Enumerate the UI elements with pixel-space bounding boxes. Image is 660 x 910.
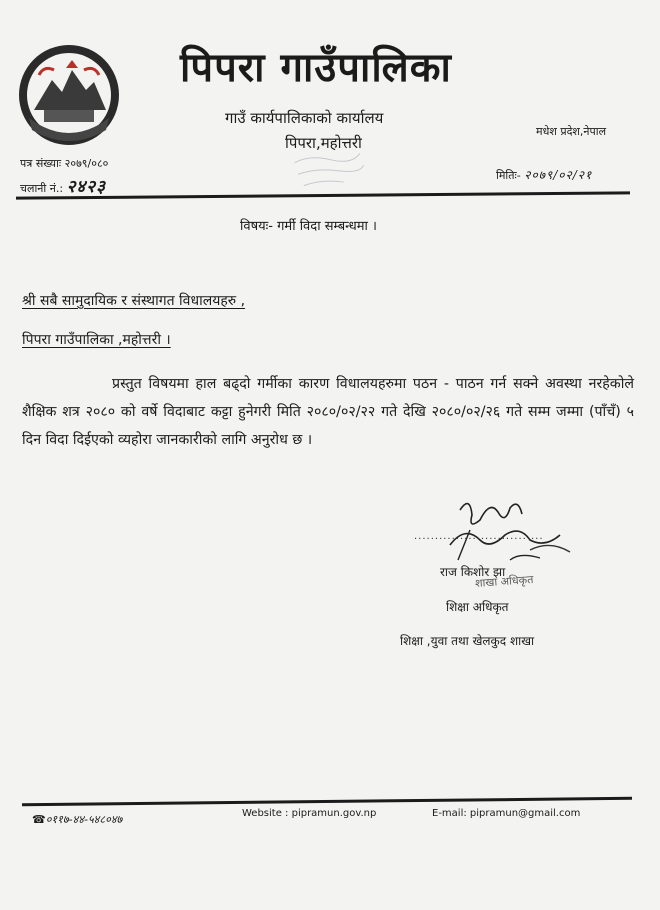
- recipient-line-1: श्री सबै सामुदायिक र संस्थागत विधालयहरु ,: [22, 293, 246, 309]
- date-label: मितिः-: [496, 169, 521, 182]
- footer-phone: ☎०११७-४४-५४८०४७: [32, 813, 123, 826]
- footer-website: Website : pipramun.gov.np: [242, 808, 377, 819]
- date-line: [496, 166, 592, 183]
- footer-email: E-mail: pipramun@gmail.com: [432, 808, 581, 819]
- recipient-line-2: पिपरा गाउँपालिका ,महोत्तरी ।: [22, 332, 171, 348]
- office-address: पिपरा,महोत्तरी: [285, 134, 362, 152]
- nepal-emblem-icon: [14, 40, 124, 150]
- signatory-department: शिक्षा ,युवा तथा खेलकुद शाखा: [400, 634, 535, 648]
- letter-body: प्रस्तुत विषयमा हाल बढ्दो गर्मीका कारण विधालयहरुमा पठन - पाठन गर्न सक्ने अवस्था नरहेकोले शैक्षिक शत्र २०८० को वर्षे विदाबाट कट्टा हुनेगरी मिति २०८०/०२/२२ गते देखि २०८०/०२/२६ गते सम्म जम्मा (पाँचँ) ५ दिन विदा दिईएको व्यहोरा जानकारीको लागि अनुरोध छ ।: [22, 376, 634, 448]
- signature-line: ...............................: [414, 531, 544, 542]
- reference-line: [20, 156, 108, 171]
- province-label: मधेश प्रदेश,नेपाल: [536, 125, 607, 138]
- stamp-post-text: शाखा अधिकृत: [474, 572, 534, 591]
- office-name: गाउँ कार्यपालिकाको कार्यालय: [225, 109, 384, 127]
- signatory-post: शिक्षा अधिकृत: [446, 600, 509, 614]
- letter-subject: विषयः- गर्मी विदा सम्बन्धमा ।: [240, 219, 377, 234]
- municipality-title: पिपरा गाउँपालिका: [180, 45, 452, 91]
- faint-stamp-icon: [289, 145, 368, 197]
- registration-line: [20, 174, 106, 197]
- signatory-name: राज किशोर झा: [440, 565, 506, 579]
- footer-divider: [22, 797, 632, 806]
- date-value: २०७९/०२/२१: [524, 168, 593, 182]
- reference-value: २०७९/०८०: [64, 157, 109, 170]
- registration-label: चलानी नं.:: [20, 182, 64, 195]
- registration-number: २४२३: [66, 177, 106, 197]
- reference-label: पत्र संख्याः: [20, 157, 62, 170]
